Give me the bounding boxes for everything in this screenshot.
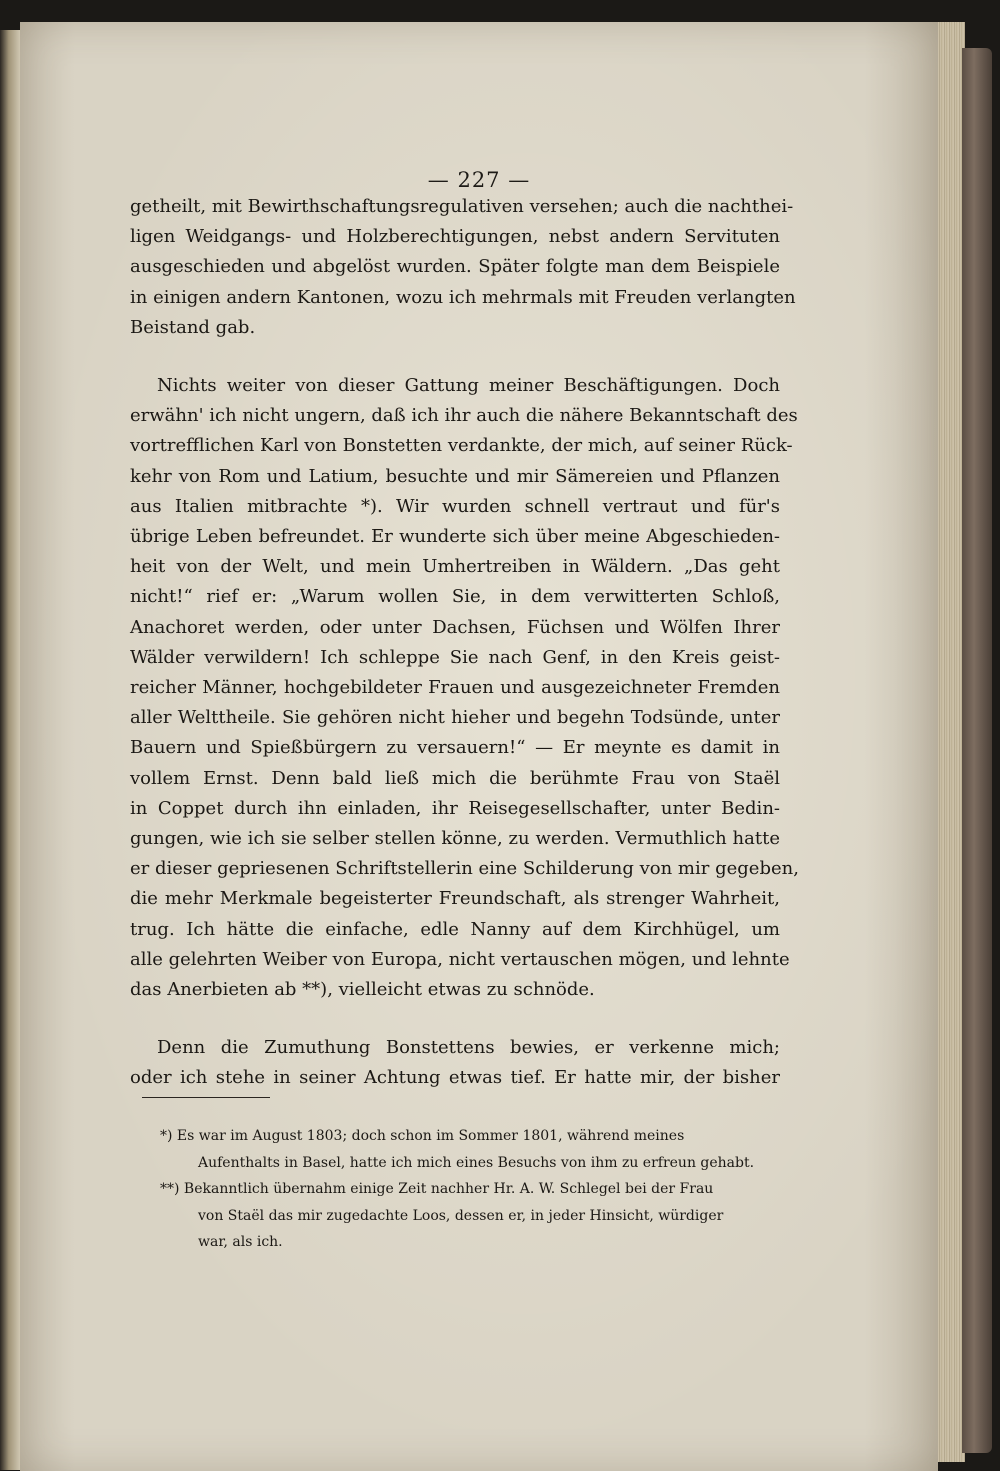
footnotes [160, 1123, 760, 1256]
text-line: ausgeschieden und abgelöst wurden. Später folgte man dem Beispiele [130, 256, 780, 278]
text-line: Beistand gab. [130, 316, 256, 338]
text-line: aller Welttheile. Sie gehören nicht hieher und begehn Todsünde, unter [130, 707, 780, 729]
text-line: gungen, wie ich sie selber stellen könne, zu werden. Vermuthlich hatte [130, 828, 780, 850]
footnote-2 [160, 1176, 760, 1256]
text-line: aus Italien mitbrachte *). Wir wurden schnell vertraut und für's [130, 495, 780, 517]
footnote-line: *) Es war im August 1803; doch schon im Sommer 1801, während meines [160, 1128, 685, 1144]
footnote-line: Aufenthalts in Basel, hatte ich mich eines Besuchs von ihm zu erfreun gehabt. [198, 1154, 755, 1171]
paragraph-3 [130, 1033, 780, 1093]
footnote-line: war, als ich. [198, 1234, 283, 1250]
footnote-line: **) Bekanntlich übernahm einige Zeit nachher Hr. A. W. Schlegel bei der Frau [160, 1181, 714, 1197]
book-cover-board [962, 48, 992, 1453]
text-line: Nichts weiter von dieser Gattung meiner Beschäftigungen. Doch [157, 375, 780, 397]
text-line: oder ich stehe in seiner Achtung etwas tief. Er hatte mir, der bisher [130, 1067, 780, 1089]
text-line: er dieser gepriesenen Schriftstellerin eine Schilderung von mir gegeben, [130, 858, 799, 880]
body-text [130, 192, 799, 1094]
text-line: nicht!“ rief er: „Warum wollen Sie, in dem verwitterten Schloß, [130, 586, 780, 608]
text-line: Denn die Zumuthung Bonstettens bewies, er verkenne mich; [157, 1037, 780, 1059]
text-line: heit von der Welt, und mein Umhertreiben in Wäldern. „Das geht [130, 556, 780, 578]
text-line: trug. Ich hätte die einfache, edle Nanny auf dem Kirchhügel, um [130, 918, 780, 940]
text-line: Anachoret werden, oder unter Dachsen, Füchsen und Wölfen Ihrer [130, 616, 780, 638]
text-line: reicher Männer, hochgebildeter Frauen und ausgezeichneter Fremden [130, 677, 780, 699]
text-line: übrige Leben befreundet. Er wunderte sich über meine Abgeschieden- [130, 526, 780, 548]
page-number: — 227 — [427, 168, 531, 192]
footnote-line: von Staël das mir zugedachte Loos, dessen er, in jeder Hinsicht, würdiger [198, 1207, 724, 1224]
text-line: getheilt, mit Bewirthschaftungsregulativen versehen; auch die nachthei- [130, 196, 794, 217]
book-page-edges [935, 22, 965, 1462]
text-line: Wälder verwildern! Ich schleppe Sie nach Genf, in den Kreis geist- [130, 646, 780, 668]
text-line: erwähn' ich nicht ungern, daß ich ihr auch die nähere Bekanntschaft des [130, 405, 798, 427]
paragraph-1 [130, 192, 796, 343]
paragraph-2 [130, 371, 799, 1005]
text-line: in einigen andern Kantonen, wozu ich mehrmals mit Freuden verlangten [130, 286, 796, 308]
text-line: das Anerbieten ab **), vielleicht etwas zu schnöde. [130, 979, 595, 1001]
footnote-divider [142, 1097, 270, 1098]
text-line: kehr von Rom und Latium, besuchte und mir Sämereien und Pflanzen [130, 465, 780, 487]
text-line: alle gelehrten Weiber von Europa, nicht vertauschen mögen, und lehnte [130, 948, 790, 970]
text-line: vollem Ernst. Denn bald ließ mich die berühmte Frau von Staël [130, 767, 780, 789]
text-line: vortrefflichen Karl von Bonstetten verdankte, der mich, auf seiner Rück- [130, 435, 793, 457]
text-line: ligen Weidgangs- und Holzberechtigungen, nebst andern Servituten [130, 226, 780, 248]
facing-page-edge [0, 30, 22, 1470]
text-line: die mehr Merkmale begeisterter Freundschaft, als strenger Wahrheit, [130, 888, 780, 910]
footnote-1 [160, 1123, 760, 1176]
text-line: in Coppet durch ihn einladen, ihr Reisegesellschafter, unter Bedin- [130, 797, 780, 819]
text-line: Bauern und Spießbürgern zu versauern!“ — Er meynte es damit in [130, 737, 780, 759]
